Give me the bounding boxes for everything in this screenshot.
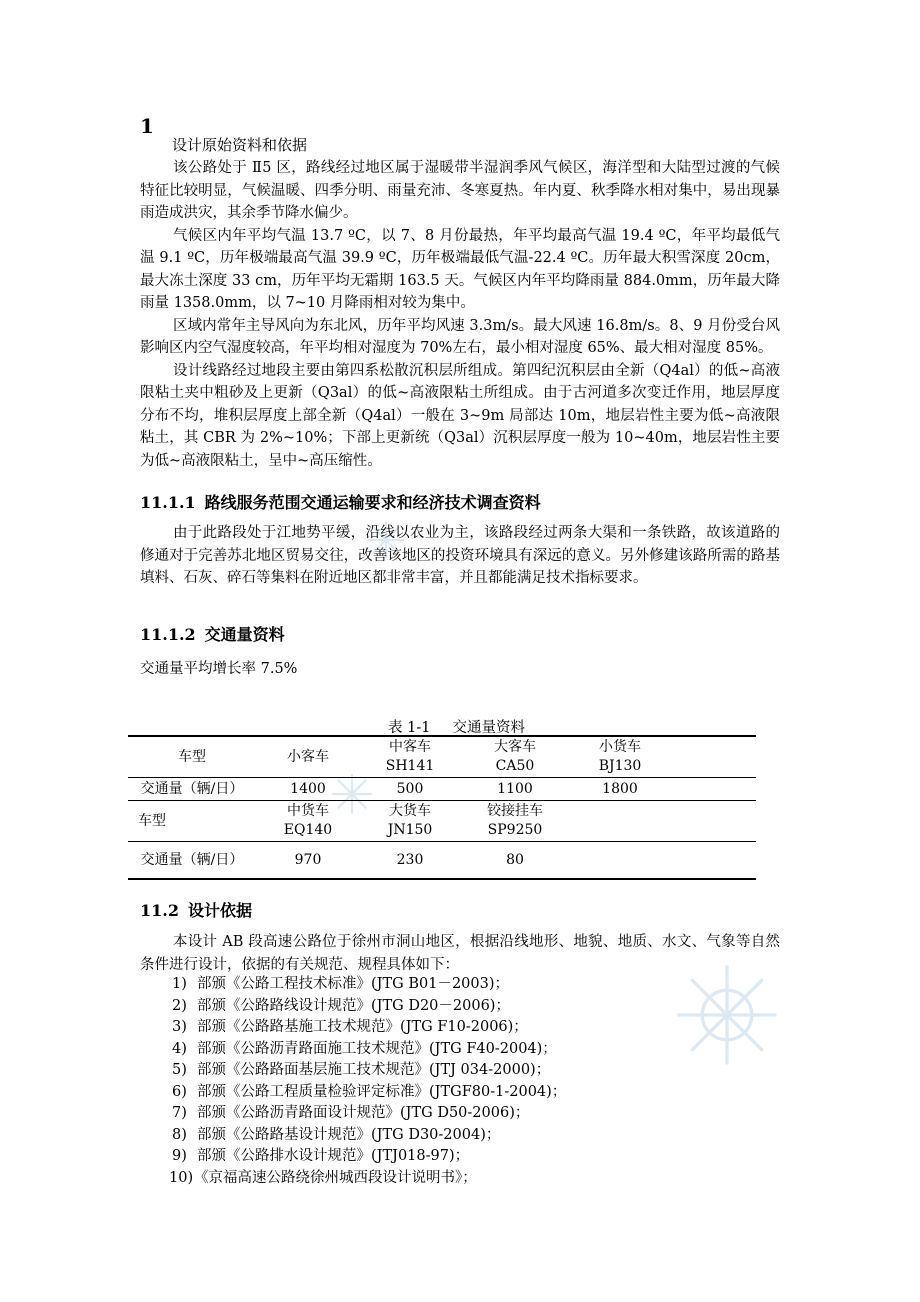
list-item: 6) 部颁《公路工程质量检验评定标准》(JTGF80-1-2004)； xyxy=(172,1083,567,1100)
list-item: 7) 部颁《公路沥青路面设计规范》(JTG D50-2006)； xyxy=(172,1105,530,1121)
section-title: 交通量资料 xyxy=(204,625,285,644)
table-caption-title: 交通量资料 xyxy=(452,720,525,736)
chapter-subtitle: 设计原始资料和依据 xyxy=(172,136,308,154)
row-label: 车型 xyxy=(128,801,256,842)
section-heading-1-1-2 xyxy=(140,622,285,645)
table-cell: 970 xyxy=(294,851,322,868)
paragraph-service-range: 由于此路段处于江地势平缓，沿线以农业为主，该路段经过两条大渠和一条铁路，故该道路的修通对于完善苏北地区贸易交往，改善该地区的投资环境具有深远的意义。另外修建该路所需的路基填料、石灰、碎石等集料在附近地区都非常丰富，并且都能满足技术指标要求。 xyxy=(140,525,780,586)
list-item: 4) 部颁《公路沥青路面施工技术规范》(JTG F40-2004)； xyxy=(172,1040,557,1057)
list-item: 3) 部颁《公路路基施工技术规范》(JTG F10-2006)； xyxy=(172,1019,528,1035)
section-heading-1-1-1 xyxy=(140,490,541,513)
list-item: 10)《京福高速公路绕徐州城西段设计说明书》； xyxy=(169,1169,477,1186)
paragraph-design-basis: 本设计 AB 段高速公路位于徐州市洞山地区，根据沿线地形、地貌、地质、水文、气象等自然条件进行设计，依据的有关规范、规程具体如下： xyxy=(140,934,780,973)
row-label: 车型 xyxy=(128,736,256,778)
table-row xyxy=(128,736,756,778)
table-caption-number: 表 1-1 xyxy=(388,720,431,736)
section-1-2-body xyxy=(140,931,780,976)
section-number: 11.2 xyxy=(140,901,179,920)
list-item: 1) 部颁《公路工程技术标准》(JTG B01－2003)； xyxy=(172,976,509,992)
table-cell: 大客车 CA50 xyxy=(460,736,570,778)
table-cell: 500 xyxy=(360,778,460,801)
reference-list xyxy=(169,974,567,1189)
table-cell: 80 xyxy=(506,851,524,868)
table-cell: 中客车 SH141 xyxy=(360,736,460,778)
paragraph-geology: 设计线路经过地段主要由第四系松散沉积层所组成。第四纪沉积层由全新（Q4al）的低~高液限粘土夹中粗砂及上更新（Q3al）的低~高液限粘土所组成。由于古河道多次变迁作用，地层厚度分布不均，堆积层厚度上部全新（Q4al）一般在 3~9m 局部达 10m，地层岩性主要为低~高液限粘土，其 CBR 为 2%~10%；下部上更新统（Q3al）沉积层厚度一般为 10~40m，地层岩性主要为低~高液限粘土，呈中~高压缩性。 xyxy=(140,362,780,469)
section-1-1-1-body xyxy=(140,522,780,590)
section-title: 设计依据 xyxy=(187,901,252,920)
table-row xyxy=(128,801,756,842)
table-row xyxy=(128,842,756,880)
list-item: 2) 部颁《公路路线设计规范》(JTG D20－2006)； xyxy=(172,997,510,1014)
section-number: 11.1.2 xyxy=(140,625,196,644)
list-item: 5) 部颁《公路路面基层施工技术规范》(JTJ 034-2000)； xyxy=(172,1062,551,1078)
section-number: 11.1.1 xyxy=(140,493,196,512)
row-label: 交通量（辆/日） xyxy=(140,851,244,868)
paragraph-climate-zone: 该公路处于 Ⅱ5 区，路线经过地区属于湿暖带半湿润季风气候区，海洋型和大陆型过渡的气候特征比较明显，气候温暖、四季分明、雨量充沛、冬寒夏热。年内夏、秋季降水相对集中，易出现暴雨造成洪灾，其余季节降水偏少。 xyxy=(140,160,780,221)
table-caption xyxy=(388,716,525,737)
section-title: 路线服务范围交通运输要求和经济技术调查资料 xyxy=(204,493,541,512)
table-cell: 230 xyxy=(396,851,424,868)
table-cell: 1100 xyxy=(460,778,570,801)
row-label: 交通量（辆/日） xyxy=(128,778,256,801)
table-row xyxy=(128,778,756,801)
watermark-snowflake-icon xyxy=(672,960,782,1070)
table-cell: 中货车 EQ140 xyxy=(256,801,360,842)
paragraph-temperature: 气候区内年平均气温 13.7 ºC，以 7、8 月份最热，年平均最高气温 19.4 ºC，年平均最低气温 9.1 ºC，历年极端最高气温 39.9 ºC，历年极端最低气温-22.4 ºC。历年最大积雪深度 20cm，最大冻土深度 33 cm，历年平均无霜期 163.5 天。气候区内年平均降雨量 884.0mm，历年最大降雨量 1358.0mm，以 7~10 月降雨相对较为集中。 xyxy=(140,227,780,311)
paragraph-wind: 区域内常年主导风向为东北风，历年平均风速 3.3m/s。最大风速 16.8m/s。8、9 月份受台风影响区内空气湿度较高，年平均相对湿度为 70%左右，最小相对湿度 65%、最大相对湿度 85%。 xyxy=(140,317,780,356)
table-cell: 铰接挂车 SP9250 xyxy=(460,801,570,842)
list-item: 8) 部颁《公路路基设计规范》(JTG D30-2004)； xyxy=(172,1126,501,1143)
intro-paragraphs xyxy=(140,157,780,472)
list-item: 9) 部颁《公路排水设计规范》(JTJ018-97)； xyxy=(172,1148,470,1164)
table-cell: 小货车 BJ130 xyxy=(570,736,670,778)
table-cell: 1400 xyxy=(256,778,360,801)
growth-rate-text: 交通量平均增长率 7.5% xyxy=(140,661,298,677)
table-cell: 1800 xyxy=(570,778,670,801)
traffic-volume-table xyxy=(128,735,756,880)
table-cell: 小客车 xyxy=(256,736,360,778)
table-cell: 大货车 JN150 xyxy=(360,801,460,842)
chapter-number: 1 xyxy=(140,114,154,138)
section-heading-1-2 xyxy=(140,898,252,921)
